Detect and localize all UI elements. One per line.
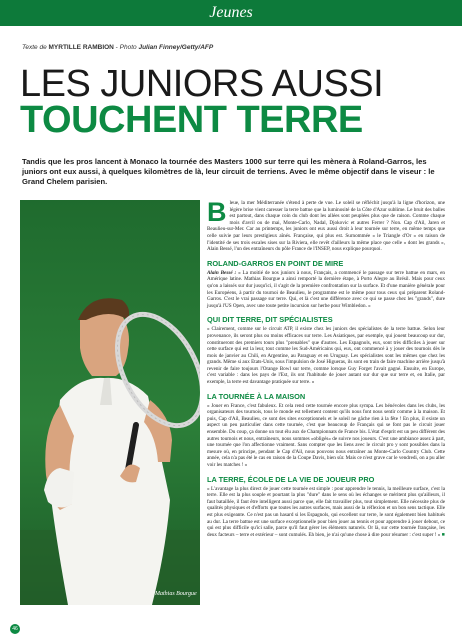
end-mark-icon: ■	[441, 531, 445, 538]
credit-photographer: Julian Finney/Getty/AFP	[138, 44, 214, 51]
subheading-1: ROLAND-GARROS EN POINT DE MIRE	[207, 258, 344, 268]
section-4-paragraph	[207, 486, 445, 539]
credit-sep: -	[113, 44, 120, 51]
section-1-text: « La moitié de nos juniors à nous, Français, a commencé le passage sur terre battue en mars, en Amérique latine. Mathias Bourgue a ainsi remporté la dernière étape, à Porto Alegre au Brésil. Mais pour ceux qu'on a laissés sur dur jusqu'ici, il s'agit de la première confrontation sur la surface. Et d'une manière générale pour les Européens, à partir du tournoi de Beaulieu, le programme est le même pour tous ceux qui préparent Roland-Garros. C'est le vrai passage sur terre. Qui, et là c'est une différence avec ce qui se passe chez les "grands", dure jusqu'à l'US Open, avec une toute petite incursion sur herbe pour Wimbledon. »	[207, 269, 445, 309]
byline	[22, 44, 213, 51]
subheading-4: LA TERRE, ÉCOLE DE LA VIE DE JOUEUR PRO	[207, 474, 375, 484]
section-4-text: « L'avantage la plus direct de jouer cette tournée est simple : pour apprendre le tennis, la meilleure surface, c'est la terre. Elle est la plus souple et pourtant la plus "dure" dans le sens où les échanges se méritent plus qu'ailleurs, il faut bataillée, il faut être intelligent aussi parce que, elle fait travailler plus, tout simplement. Elle nécessite plus de qualités physiques et d'efforts que toutes les autres surfaces, mais aussi de la réflexion et un bon sens tactique. Elle est plus exigeante. Ce n'est pas un hasard si les Espagnols, qui excellent sur terre, le sont également bien habitués au dur. La terre battue est une surface exceptionnelle pour bien jouer au tennis et pour apprendre à jouer debout, ce qui est plus difficile qu'ici salle, parce qu'il faut gérer les éléments naturels. Or là, sur cette tournée française, les deux facteurs – terre et extérieur – sont cumulés. Eh bien, je n'ai qu'une chose à dire pour résumer : c'est super ! »	[207, 485, 445, 538]
article-body	[207, 197, 445, 541]
title-line-2: TOUCHENT TERRE	[20, 99, 363, 141]
drop-cap: B	[207, 197, 227, 227]
page-number: 46	[10, 624, 20, 634]
section-2-paragraph: « Clairement, comme sur le circuit ATP, il existe chez les juniors des spécialistes de la terre battue. Selon leur provenance, ils seront plus ou moins efficaces sur terre. Les Asiatiques, par exemple, qui jouent beaucoup sur dur, constitueront des premiers tours plus "prenables" que d'autres. Les Espagnols, eux, sont très difficiles à jouer sur cette surface qui est la leur, tout comme les Sud-Américains qui, eux, ont commencé à y jouer des tournois dès le mois de janvier au Chili, en Argentine, au Paraguay et en Uruguay. Les spécialistes sont les mêmes que chez les grands. Même si aux Etats-Unis, sous l'impulsion de José Higueras, ils sont en train de faire machine arrière jusqu'à revenir de faire toujours l'Orange Bowl sur terre, comme lorsque Guy Forget l'avait gagné. Ensuite, en Europe, c'est variable : dans les pays de l'Est, ils ont l'habitude de jouer autant sur dur que sur terre et, en Italie, par exemple, la terre est davantage pratiquée sur terre. »	[207, 326, 445, 386]
credit-photo-prefix: Photo	[119, 44, 139, 51]
article-title	[20, 63, 384, 141]
section-1-paragraph	[207, 270, 445, 310]
section-title: Jeunes	[209, 4, 253, 21]
photo-caption: Mathias Bourgue	[155, 591, 197, 597]
intro-paragraph	[207, 197, 445, 253]
intro-text: leue, la mer Méditerranée s'étend à perte de vue. Le soleil se réfléchit jusqu'à la ligne d'horizon, une légère brise vient caresser la terre battue que la luminosité de la Côte d'Azur sublime. Le bruit des balles est partout, dans chaque coin du club dont les allées sont peuplées plus que de raison. Comme chaque mois d'avril ou de mai, Monte-Carlo, Nadal, Djokovic et autres Ferrer ? Non. Cap d'Ail, Jaren et Beaulieu-sur-Mer. Car au printemps, les juniors ont eux aussi droit à leur tournée sur terre, en même temps que celle suivie par leurs prestigieux aînés. Française, qui plus est. Surnommée « le Triangle d'Or » en raison de l'identité de ses trois escales sises sur la Riviera, elle revêt d'ailleurs la même place que celle « dont les grands », Alain Bessé, l'un des entraîneurs du pôle France de l'INSEP, nous explique pourquoi.	[207, 200, 445, 253]
lead-paragraph: Tandis que les pros lancent à Monaco la tournée des Masters 1000 sur terre qui les mènera à Roland-Garros, les juniors ont eux aussi, à quelques kilomètres de là, leur circuit de terriens. Avec le même objectif dans le viseur : le Grand Chelem parisien.	[22, 157, 435, 186]
section-3-paragraph: « Jouer en France, c'est fabuleux. Et cela rend cette tournée encore plus sympa. Les bénévoles dans les clubs, les organisateurs des tournois, tous le monde est tellement content qu'ils nous font nous sentir comme à la maison. Et puis, Cap d'Ail, Beaulieu, ce sont des sites exceptionnels et le soleil ne gâche rien à la fête ! En plus, il existe un aspect un peu particulier dans cette tournée, c'est que beaucoup de Français qui se font pas le circuit jouer ensemble. Du coup, ça donne un tout élu aux de Championnats de France bis. L'état d'esprit est un peu différent des autres tournois et nous, entraîneurs, nous sommes «obligés» de suivre nos joueurs. C'est une ambiance assez à part, une tournée que l'on affectionne vraiment. Sans compter que les liens avec le circuit pro y sont possibles dans la mesure où, en principe, pendant le Cap d'Ail, nous pouvons nous entraîner au Monte-Carlo Country Club. Cette année, cela n'a pas été le cas en raison de la Coupe Davis, bien sûr. Mais ce n'est grave car le vendredi, on a pu aller voir les matches ! »	[207, 402, 445, 468]
player-photo	[20, 200, 200, 605]
credit-prefix: Texte de	[22, 44, 49, 51]
title-line-1: LES JUNIORS AUSSI	[20, 63, 384, 105]
section-1-lead: Alain Bessé :	[207, 269, 237, 276]
subheading-2: QUI DIT TERRE, DIT SPÉCIALISTES	[207, 315, 333, 325]
subheading-3: LA TOURNÉE À LA MAISON	[207, 391, 306, 401]
credit-author: MYRTILLE RAMBION	[48, 44, 114, 51]
section-header-bar	[0, 0, 462, 26]
